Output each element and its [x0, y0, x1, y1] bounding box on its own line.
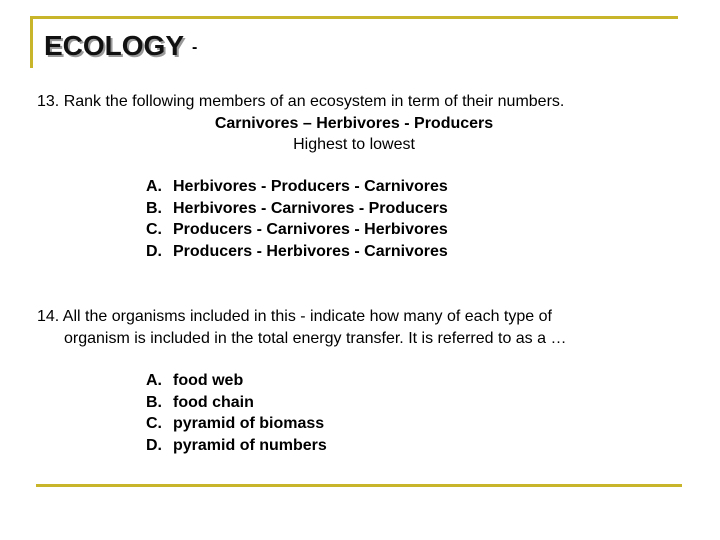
- question-13-subtitle: Carnivores – Herbivores - Producers: [214, 115, 494, 132]
- option-letter: C.: [146, 415, 162, 432]
- question-13-options: [146, 176, 448, 262]
- option-text: pyramid of biomass: [173, 415, 325, 432]
- option-text: Herbivores - Producers - Carnivores: [173, 178, 448, 195]
- title-dash: -: [192, 38, 198, 56]
- option-13-b[interactable]: [146, 198, 448, 220]
- footer-rule: [36, 484, 682, 487]
- option-text: Producers - Herbivores - Carnivores: [173, 242, 448, 260]
- question-13-subnote: Highest to lowest: [293, 136, 415, 153]
- option-text: food chain: [173, 393, 254, 411]
- option-14-d[interactable]: [146, 435, 327, 457]
- option-13-d[interactable]: [146, 241, 448, 263]
- title-frame-left-rule: [30, 16, 33, 68]
- option-13-c[interactable]: [146, 219, 448, 241]
- option-text: food web: [173, 372, 244, 389]
- option-text: Herbivores - Carnivores - Producers: [173, 199, 448, 217]
- question-14-options: [146, 370, 327, 456]
- option-14-a[interactable]: [146, 370, 327, 392]
- option-letter: D.: [146, 436, 162, 454]
- option-letter: D.: [146, 242, 162, 260]
- option-letter: A.: [146, 372, 162, 389]
- option-letter: C.: [146, 221, 162, 238]
- option-letter: B.: [146, 199, 162, 217]
- title-frame-top-rule: [30, 16, 678, 19]
- question-14-text-line1: 14. All the organisms included in this - indicate how many of each type of: [37, 308, 552, 325]
- option-14-b[interactable]: [146, 392, 327, 414]
- option-14-c[interactable]: [146, 413, 327, 435]
- option-text: Producers - Carnivores - Herbivores: [173, 221, 448, 238]
- question-13-text: 13. Rank the following members of an ecosystem in term of their numbers.: [37, 93, 565, 110]
- question-14-text-line2: organism is included in the total energy transfer. It is referred to as a …: [64, 330, 567, 347]
- option-letter: A.: [146, 178, 162, 195]
- option-text: pyramid of numbers: [173, 436, 327, 454]
- option-13-a[interactable]: [146, 176, 448, 198]
- title-text: ECOLOGY: [44, 30, 185, 61]
- page-title: [44, 28, 197, 66]
- option-letter: B.: [146, 393, 162, 411]
